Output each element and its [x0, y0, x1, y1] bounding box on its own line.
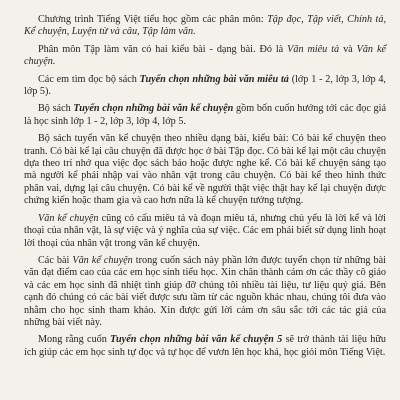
text-run: Phân môn Tập làm văn có hai kiểu bài - dạng bài. Đó là: [38, 43, 288, 55]
text-run: Tuyển chọn những bài văn kể chuyện 5: [110, 334, 283, 346]
text-run: Văn kể chuyện: [38, 212, 99, 224]
text-run: Chương trình Tiếng Việt tiểu học gồm các phân môn:: [38, 14, 268, 25]
text-run: Tuyển chọn những bài văn kể chuyện: [73, 103, 234, 115]
text-run: trong cuốn sách này phần lớn được tuyển chọn từ những bài văn đạt điểm cao của các em học sinh tiểu học. Xin chân thành cảm ơn các thầy cô giáo và các em học sinh đã nhiệt tình giúp đỡ chúng tôi nhiều tài liệu, tư liệu quý giá. Bên cạnh đó chúng có các bài viết được sưu tầm từ các nguồn khác nhau, chúng tôi đưa vào nhằm cho học sinh tham khảo. Xin được gửi lời cảm ơn sâu sắc tới các tác giả của những bài viết này.: [24, 254, 386, 328]
paragraph-2: [24, 44, 386, 69]
paragraph-6: [24, 213, 386, 250]
text-run: và: [339, 43, 357, 55]
text-run: cũng có cấu miêu tả và đoạn miêu tả, nhưng chủ yếu là lời kể và lời thoại của nhân vật, là sự việc và ý nghĩa của sự việc. Các em phải biết sử dụng linh hoạt lời thoại của nhân vật trong văn kể chuyện.: [24, 212, 386, 249]
text-run: Các bài: [38, 254, 73, 266]
paragraph-4: [24, 103, 386, 128]
paragraph-7: [24, 255, 386, 329]
text-run: Tuyển chọn những bài văn miêu tả: [139, 73, 289, 85]
text-run: (lớp 1 - 2, lớp 3, lớp 4, lớp 5).: [24, 73, 386, 98]
text-run: Các em tìm đọc bộ sách: [38, 73, 140, 85]
text-run: Văn kể chuyện.: [24, 43, 386, 68]
text-run: Bộ sách: [38, 103, 74, 115]
paragraph-1: [24, 14, 386, 39]
text-run: Tập đọc, Tập viết, Chính tả, Kể chuyện, Luyện từ và câu, Tập làm văn.: [24, 14, 386, 38]
text-run: sẽ trở thành tài liệu hữu ích giúp các em học sinh tự đọc và tự học để vươn lên học khá, học giỏi môn Tiếng Việt.: [24, 334, 387, 358]
text-run: Mong rằng cuốn: [38, 334, 111, 346]
paragraph-3: [24, 74, 386, 99]
text-run: Bộ sách tuyển văn kể chuyện theo nhiều dạng bài, kiểu bài: Có bài kể chuyện theo tranh. Có bài kể lại câu chuyện đã được học ở bài Tập đọc. Có bài kể lại một câu chuyện dựa theo trí nhớ qua việc đọc sách báo hoặc được nghe kể. Có bài kể chuyện sáng tạo mà người kể phải nhập vai vào nhân vật trong câu chuyện. Có bài kể theo hình thức phân vai, dựng lại câu chuyện. Có bài kể về người thật việc thật hay kể lại chuyện được chứng kiến hoặc tham gia và cao hơn nữa là kể chuyện tưởng tượng.: [24, 133, 386, 207]
body-text: [24, 14, 386, 359]
text-run: gồm bốn cuốn hướng tới các đọc giả là học sinh lớp 1 - 2, lớp 3, lớp 4, lớp 5.: [24, 103, 386, 127]
paragraph-5: [24, 133, 386, 207]
paragraph-8: [24, 334, 386, 359]
text-run: Văn miêu tả: [287, 43, 340, 55]
text-run: Văn kể chuyện: [72, 254, 133, 266]
